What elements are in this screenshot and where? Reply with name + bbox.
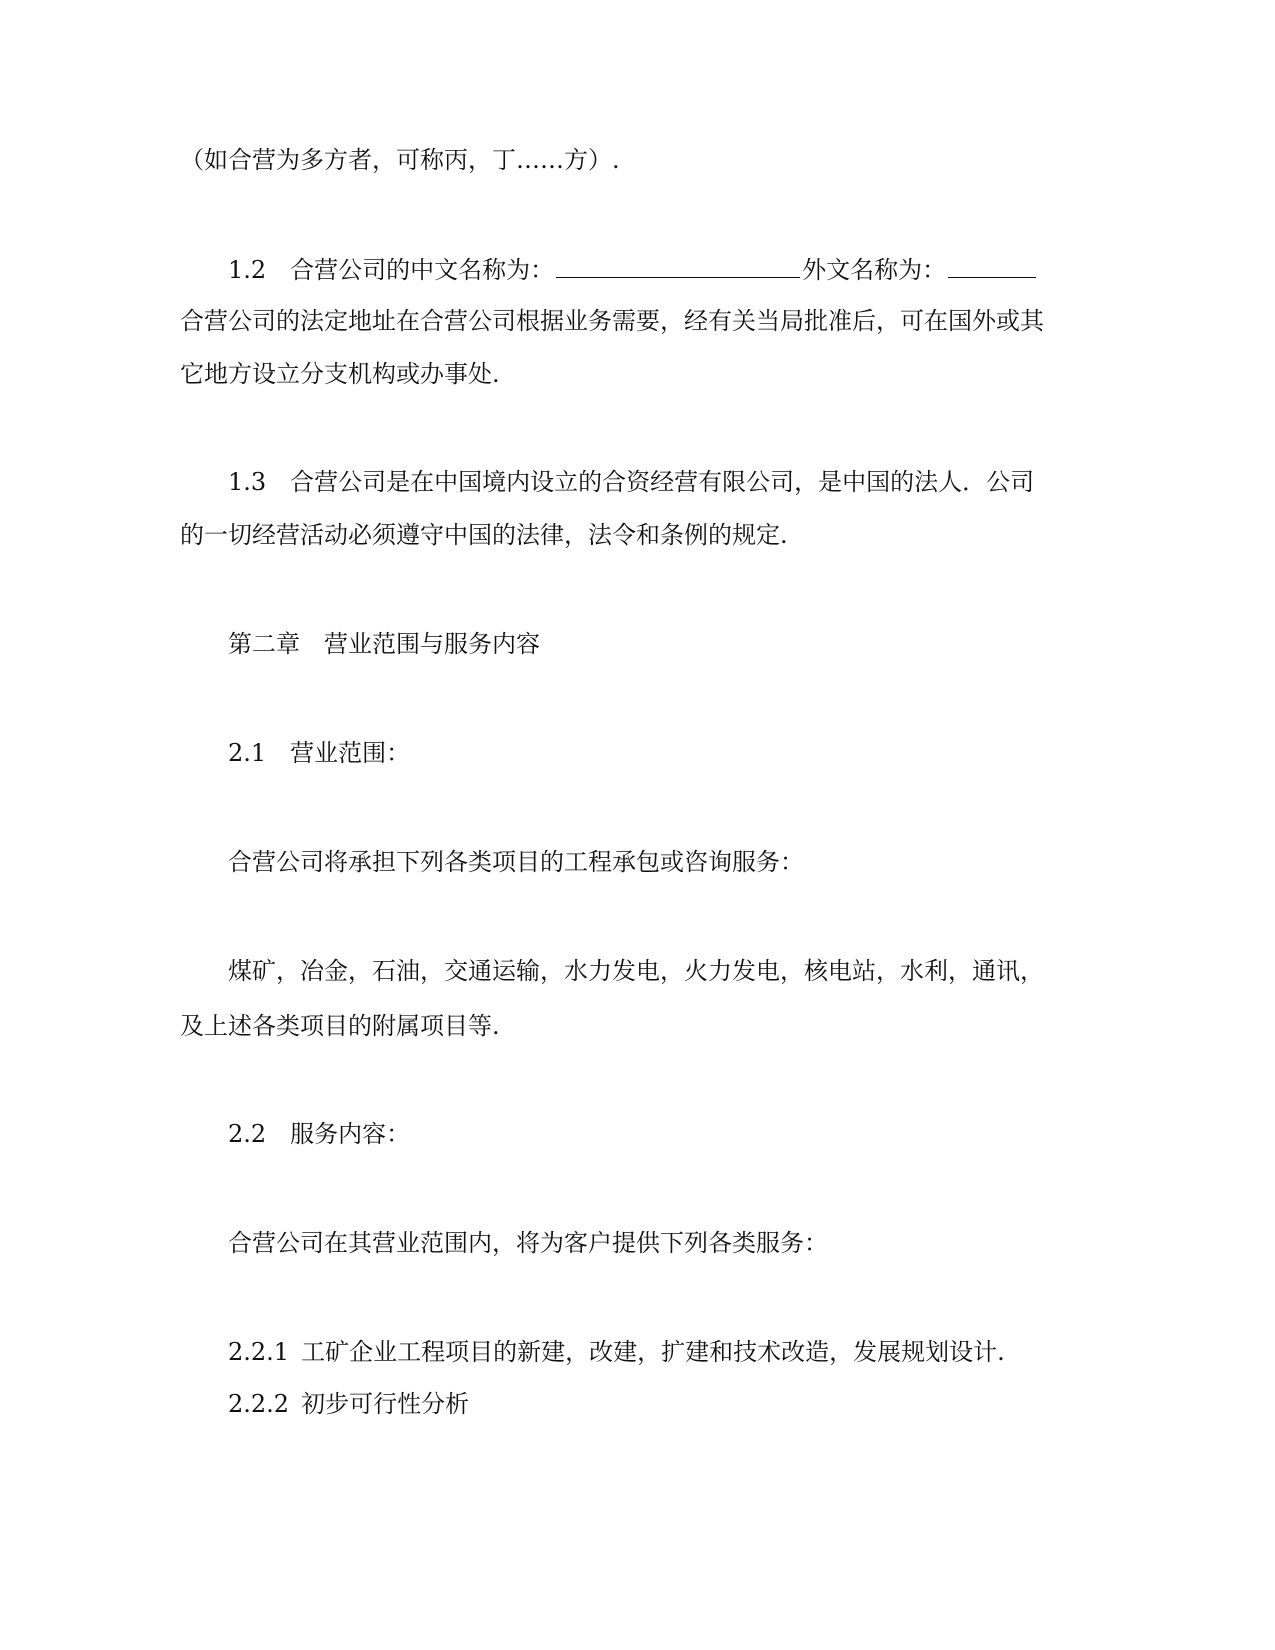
clause-2-1-list-line2: 及上述各类项目的附属项目等. [180, 1012, 500, 1040]
clause-text: 合营公司的中文名称为： [290, 256, 555, 284]
clause-1-2-line1 [228, 251, 1038, 285]
clause-2-1-heading [228, 736, 410, 770]
clause-2-1-intro: 合营公司将承担下列各类项目的工程承包或咨询服务： [228, 848, 804, 876]
clause-text: 外文名称为： [802, 256, 947, 284]
clause-1-2-line3: 它地方设立分支机构或办事处. [180, 360, 500, 388]
clause-number: 1.3 [228, 468, 267, 496]
clause-number: 2.2 [228, 1120, 267, 1148]
item-text: 工矿企业工程项目的新建，改建，扩建和技术改造，发展规划设计. [301, 1338, 1005, 1366]
clause-number: 2.1 [228, 739, 267, 767]
clause-number: 1.2 [228, 256, 267, 284]
clause-title: 营业范围： [290, 739, 411, 767]
clause-1-3-line1 [228, 465, 1034, 499]
foreign-name-blank [948, 251, 1036, 278]
clause-2-2-intro: 合营公司在其营业范围内，将为客户提供下列各类服务： [228, 1229, 828, 1257]
intro-paragraph: （如合营为多方者，可称丙，丁……方）. [180, 146, 620, 174]
clause-1-3-line2: 的一切经营活动必须遵守中国的法律，法令和条例的规定. [180, 521, 788, 549]
clause-text: 合营公司是在中国境内设立的合资经营有限公司，是中国的法人．公司 [290, 468, 1035, 496]
clause-title: 服务内容： [290, 1120, 411, 1148]
clause-2-2-2 [228, 1387, 469, 1421]
item-number: 2.2.1 [228, 1338, 290, 1366]
chapter-title: 营业范围与服务内容 [324, 630, 540, 658]
clause-1-2-line2: 合营公司的法定地址在合营公司根据业务需要，经有关当局批准后，可在国外或其 [180, 307, 1044, 335]
item-text: 初步可行性分析 [301, 1390, 470, 1418]
chinese-name-blank [556, 251, 800, 278]
chapter-2-heading [228, 627, 540, 661]
clause-2-2-heading [228, 1117, 410, 1151]
clause-2-2-1 [228, 1335, 1005, 1369]
chapter-number: 第二章 [228, 630, 300, 658]
clause-2-1-list-line1: 煤矿，冶金，石油，交通运输，水力发电，火力发电，核电站，水利，通讯， [228, 957, 1044, 985]
item-number: 2.2.2 [228, 1390, 290, 1418]
